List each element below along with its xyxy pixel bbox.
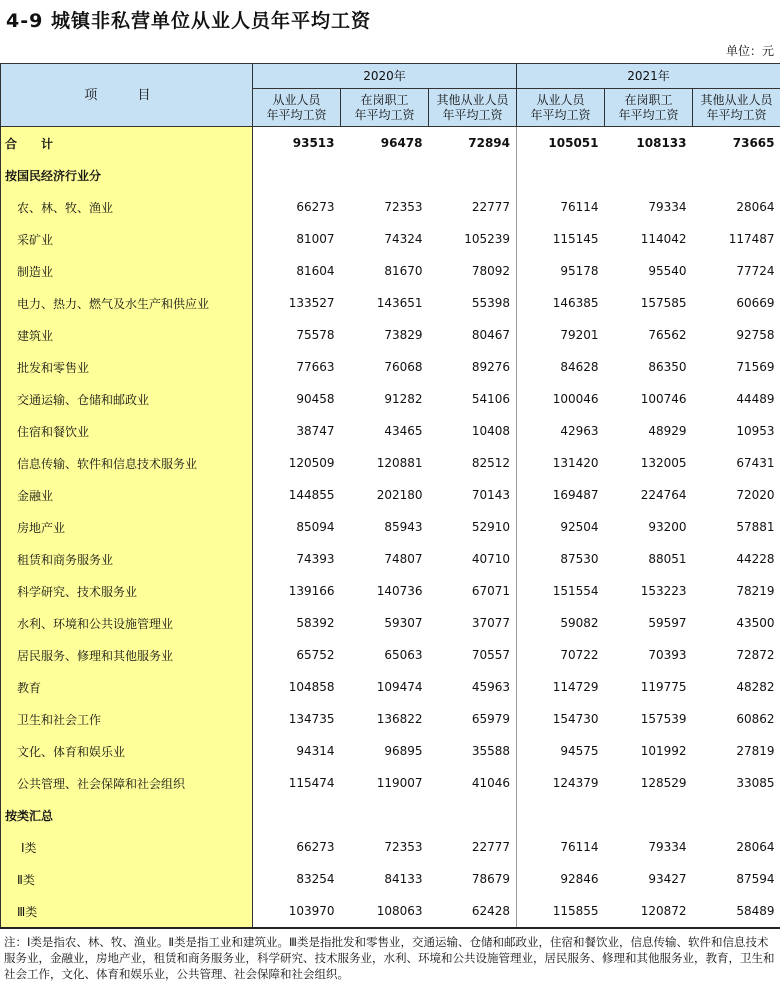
cell-value: 78679: [429, 863, 517, 895]
col-header: 在岗职工 年平均工资: [605, 89, 693, 127]
table-row: [1, 703, 780, 735]
table-row: [1, 223, 780, 255]
cell-value: 37077: [429, 607, 517, 639]
cell-value: 87594: [736, 872, 775, 886]
cell-value: 115474: [288, 776, 335, 790]
cell-value: 169487: [552, 488, 599, 502]
cell-value: 45963: [429, 671, 517, 703]
cell-value: 48929: [648, 424, 687, 438]
table-body: [1, 127, 780, 929]
cell-value: 128529: [640, 776, 687, 790]
cell-value: 82512: [429, 447, 517, 479]
table-row: [1, 543, 780, 575]
cell-value: 55398: [429, 287, 517, 319]
table-row: [1, 255, 780, 287]
cell-value: 157539: [640, 712, 687, 726]
cell-value: 70557: [429, 639, 517, 671]
cell-value: 78219: [736, 584, 775, 598]
cell-value: 72020: [736, 488, 775, 502]
cell-value: 59082: [560, 616, 599, 630]
table-row: [1, 447, 780, 479]
cell-value: 88051: [648, 552, 687, 566]
row-label: 交通运输、仓储和邮政业: [1, 383, 253, 415]
table-row: [1, 351, 780, 383]
cell-value: 224764: [640, 488, 687, 502]
cell-value: 87530: [560, 552, 599, 566]
cell-value: 74324: [384, 232, 423, 246]
cell-value: 136822: [376, 712, 423, 726]
cell-value: 73829: [384, 328, 423, 342]
cell-value: 120881: [376, 456, 423, 470]
cell-value: 119775: [640, 680, 687, 694]
cell-value: 59307: [384, 616, 423, 630]
cell-value: 43500: [736, 616, 775, 630]
table-row: [1, 831, 780, 863]
cell-value: 40710: [429, 543, 517, 575]
cell-value: 58489: [693, 895, 780, 928]
cell-value: 10953: [736, 424, 775, 438]
table-row: [1, 799, 780, 831]
cell-value: 28064: [736, 840, 775, 854]
cell-value: 202180: [376, 488, 423, 502]
cell-value: 124379: [552, 776, 599, 790]
cell-value: 22777: [429, 831, 517, 863]
cell-value: 66273: [296, 200, 335, 214]
cell-value: 79334: [648, 200, 687, 214]
cell-value: 108133: [605, 127, 693, 160]
cell-value: 90458: [296, 392, 335, 406]
cell-value: 41046: [429, 767, 517, 799]
cell-value: 48282: [736, 680, 775, 694]
cell-value: 77724: [736, 264, 775, 278]
cell-value: 84628: [560, 360, 599, 374]
cell-value: 52910: [429, 511, 517, 543]
cell-value: 65063: [384, 648, 423, 662]
cell-value: 72872: [736, 648, 775, 662]
cell-value: 96478: [341, 127, 429, 160]
cell-value: 119007: [376, 776, 423, 790]
cell-value: 108063: [341, 895, 429, 928]
table-row: [1, 575, 780, 607]
row-label: 科学研究、技术服务业: [1, 575, 253, 607]
cell-value: 101992: [640, 744, 687, 758]
cell-value: 79201: [560, 328, 599, 342]
cell-value: 38747: [296, 424, 335, 438]
row-label: Ⅲ类: [1, 895, 253, 928]
row-label: 公共管理、社会保障和社会组织: [1, 767, 253, 799]
cell-value: 105051: [517, 127, 605, 160]
row-label: 房地产业: [1, 511, 253, 543]
col-header: 在岗职工 年平均工资: [341, 89, 429, 127]
cell-value: 133527: [288, 296, 335, 310]
row-label: 农、林、牧、渔业: [1, 191, 253, 223]
cell-value: [341, 159, 429, 191]
cell-value: 78092: [429, 255, 517, 287]
cell-value: 81604: [296, 264, 335, 278]
cell-value: 70393: [648, 648, 687, 662]
table-row: [1, 319, 780, 351]
cell-value: 134735: [288, 712, 335, 726]
row-label: 金融业: [1, 479, 253, 511]
wage-table: [0, 63, 780, 929]
year-header-2021: 2021年: [517, 64, 780, 89]
cell-value: 89276: [429, 351, 517, 383]
cell-value: 93513: [253, 127, 341, 160]
cell-value: 76114: [560, 840, 599, 854]
table-row: [1, 863, 780, 895]
cell-value: 103970: [253, 895, 341, 928]
cell-value: 71569: [736, 360, 775, 374]
cell-value: 60669: [736, 296, 775, 310]
table-title: 4-9 城镇非私营单位从业人员年平均工资: [6, 10, 371, 32]
cell-value: 81007: [296, 232, 335, 246]
table-row: [1, 159, 780, 191]
cell-value: [253, 799, 341, 831]
table-row: [1, 511, 780, 543]
row-label: 信息传输、软件和信息技术服务业: [1, 447, 253, 479]
row-label: Ⅱ类: [1, 863, 253, 895]
cell-value: 115855: [517, 895, 605, 928]
cell-value: 77663: [296, 360, 335, 374]
item-header: 项 目: [1, 64, 253, 127]
cell-value: 79334: [648, 840, 687, 854]
unit-label: 单位：元: [725, 44, 774, 58]
cell-value: 132005: [640, 456, 687, 470]
cell-value: 140736: [376, 584, 423, 598]
cell-value: [605, 799, 693, 831]
cell-value: 104858: [288, 680, 335, 694]
cell-value: 54106: [429, 383, 517, 415]
table-row: [1, 383, 780, 415]
cell-value: 100746: [640, 392, 687, 406]
cell-value: 10408: [429, 415, 517, 447]
cell-value: 67071: [429, 575, 517, 607]
row-label: 水利、环境和公共设施管理业: [1, 607, 253, 639]
cell-value: 70722: [560, 648, 599, 662]
cell-value: 157585: [640, 296, 687, 310]
cell-value: 74393: [296, 552, 335, 566]
cell-value: [693, 159, 780, 191]
table-row: [1, 415, 780, 447]
cell-value: 85943: [384, 520, 423, 534]
cell-value: [429, 799, 517, 831]
cell-value: 92504: [560, 520, 599, 534]
cell-value: 86350: [648, 360, 687, 374]
cell-value: 83254: [296, 872, 335, 886]
col-header: 从业人员 年平均工资: [517, 89, 605, 127]
cell-value: 143651: [376, 296, 423, 310]
cell-value: [605, 159, 693, 191]
cell-value: 44228: [736, 552, 775, 566]
year-header-2020: 2020年: [253, 64, 517, 89]
row-label: 批发和零售业: [1, 351, 253, 383]
cell-value: 60862: [736, 712, 775, 726]
cell-value: 109474: [376, 680, 423, 694]
table-row: [1, 895, 780, 928]
row-label: 教育: [1, 671, 253, 703]
cell-value: [517, 159, 605, 191]
col-header: 其他从业人员 年平均工资: [429, 89, 517, 127]
cell-value: 91282: [384, 392, 423, 406]
row-label: 租赁和商务服务业: [1, 543, 253, 575]
row-label: 电力、热力、燃气及水生产和供应业: [1, 287, 253, 319]
cell-value: 146385: [552, 296, 599, 310]
table-row: [1, 639, 780, 671]
row-label: 制造业: [1, 255, 253, 287]
table-row: [1, 191, 780, 223]
cell-value: 76114: [560, 200, 599, 214]
cell-value: [253, 159, 341, 191]
cell-value: 81670: [384, 264, 423, 278]
cell-value: [341, 799, 429, 831]
cell-value: 92758: [736, 328, 775, 342]
cell-value: 35588: [429, 735, 517, 767]
row-label: 合 计: [1, 127, 253, 160]
cell-value: 85094: [296, 520, 335, 534]
cell-value: 65979: [429, 703, 517, 735]
table-row: [1, 735, 780, 767]
cell-value: 59597: [648, 616, 687, 630]
cell-value: 114729: [552, 680, 599, 694]
cell-value: 70143: [429, 479, 517, 511]
cell-value: 139166: [288, 584, 335, 598]
cell-value: 100046: [552, 392, 599, 406]
table-row: [1, 287, 780, 319]
cell-value: 153223: [640, 584, 687, 598]
cell-value: 120509: [288, 456, 335, 470]
row-label: 住宿和餐饮业: [1, 415, 253, 447]
cell-value: 27819: [736, 744, 775, 758]
cell-value: 115145: [552, 232, 599, 246]
cell-value: 42963: [560, 424, 599, 438]
row-label: 文化、体育和娱乐业: [1, 735, 253, 767]
cell-value: [429, 159, 517, 191]
table-row: [1, 767, 780, 799]
row-label: 按类汇总: [1, 799, 253, 831]
cell-value: 75578: [296, 328, 335, 342]
table-row: [1, 607, 780, 639]
cell-value: 117487: [728, 232, 775, 246]
table-row: [1, 479, 780, 511]
cell-value: 22777: [429, 191, 517, 223]
cell-value: [517, 799, 605, 831]
row-label: 按国民经济行业分: [1, 159, 253, 191]
cell-value: 65752: [296, 648, 335, 662]
cell-value: 43465: [384, 424, 423, 438]
cell-value: 58392: [296, 616, 335, 630]
cell-value: 96895: [384, 744, 423, 758]
cell-value: 114042: [640, 232, 687, 246]
cell-value: 67431: [736, 456, 775, 470]
cell-value: 94314: [296, 744, 335, 758]
cell-value: 62428: [429, 895, 517, 928]
cell-value: [693, 799, 780, 831]
cell-value: 84133: [384, 872, 423, 886]
row-label: Ⅰ类: [1, 831, 253, 863]
cell-value: 76068: [384, 360, 423, 374]
cell-value: 144855: [288, 488, 335, 502]
row-label: 卫生和社会工作: [1, 703, 253, 735]
cell-value: 120872: [605, 895, 693, 928]
cell-value: 74807: [384, 552, 423, 566]
cell-value: 66273: [296, 840, 335, 854]
row-label: 建筑业: [1, 319, 253, 351]
cell-value: 57881: [736, 520, 775, 534]
cell-value: 80467: [429, 319, 517, 351]
col-header: 从业人员 年平均工资: [253, 89, 341, 127]
cell-value: 105239: [429, 223, 517, 255]
row-label: 居民服务、修理和其他服务业: [1, 639, 253, 671]
cell-value: 72353: [384, 200, 423, 214]
cell-value: 154730: [552, 712, 599, 726]
cell-value: 151554: [552, 584, 599, 598]
table-row: [1, 127, 780, 160]
cell-value: 72353: [384, 840, 423, 854]
col-header: 其他从业人员 年平均工资: [693, 89, 780, 127]
cell-value: 95178: [560, 264, 599, 278]
cell-value: 73665: [693, 127, 780, 160]
cell-value: 28064: [736, 200, 775, 214]
cell-value: 76562: [648, 328, 687, 342]
table-row: [1, 671, 780, 703]
cell-value: 72894: [429, 127, 517, 160]
cell-value: 92846: [560, 872, 599, 886]
row-label: 采矿业: [1, 223, 253, 255]
cell-value: 44489: [736, 392, 775, 406]
cell-value: 93200: [648, 520, 687, 534]
cell-value: 94575: [560, 744, 599, 758]
cell-value: 33085: [736, 776, 775, 790]
footnote: 注：Ⅰ类是指农、林、牧、渔业。Ⅱ类是指工业和建筑业。Ⅲ类是指批发和零售业，交通运输、仓储和邮政业，住宿和餐饮业，信息传输、软件和信息技术服务业，金融业，房地产业，租赁和商务服务业，科学研究、技术服务业，水利、环境和公共设施管理业，居民服务、修理和其他服务业，教育，卫生和社会工作，文化、体育和娱乐业，公共管理、社会保障和社会组织。: [4, 935, 775, 981]
cell-value: 95540: [648, 264, 687, 278]
cell-value: 93427: [648, 872, 687, 886]
cell-value: 131420: [552, 456, 599, 470]
